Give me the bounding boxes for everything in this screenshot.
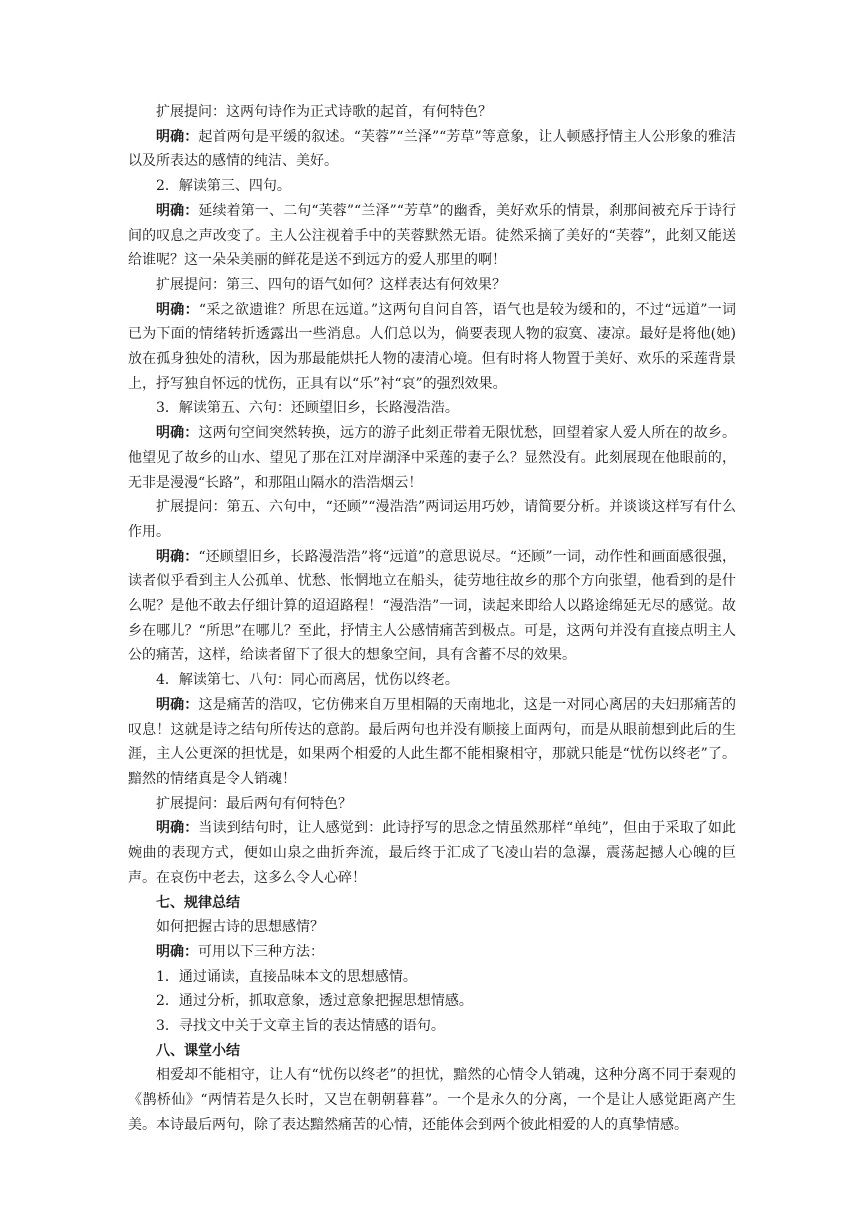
paragraph-text: 4．解读第七、八句：同心而离居，忧伤以终老。	[156, 672, 459, 689]
paragraph	[128, 965, 736, 990]
answer-paragraph	[128, 693, 736, 792]
paragraph-text: 这是痛苦的浩叹，它仿佛来自万里相隔的天南地北，这是一对同心离居的夫妇那痛苦的叹息！这就是诗之结句所传达的意韵。最后两句也并没有顺接上面两句，而是从眼前想到此后的生涯，主人公更深的担忧是，如果两个相爱的人此生都不能相聚相守，那就只能是“忧伤以终老”了。黯然的情绪真是令人销魂！	[128, 696, 737, 787]
paragraph	[128, 396, 736, 421]
paragraph-text: 七、规律总结	[156, 894, 240, 911]
paragraph-text: 1．通过诵读，直接品味本文的思想感情。	[156, 968, 417, 985]
paragraph-text: 2．解读第三、四句。	[156, 178, 291, 195]
paragraph-text: 起首两句是平缓的叙述。“芙蓉”“兰泽”“芳草”等意象，让人顿感抒情主人公形象的雅洁以及所表达的感情的纯洁、美好。	[128, 128, 736, 170]
paragraph	[128, 1014, 736, 1039]
paragraph-text: 3．寻找文中关于文章主旨的表达情感的语句。	[156, 1018, 445, 1035]
paragraph	[128, 174, 736, 199]
answer-paragraph	[128, 125, 736, 174]
answer-label: 明确：	[156, 301, 199, 318]
document-page	[128, 100, 736, 1138]
paragraph	[128, 1063, 736, 1137]
paragraph	[128, 989, 736, 1014]
answer-paragraph	[128, 298, 736, 397]
paragraph-text: 如何把握古诗的思想感情？	[156, 919, 324, 936]
paragraph-text: 扩展提问：最后两句有何特色？	[156, 795, 352, 812]
paragraph-text: “还顾望旧乡，长路漫浩浩”将“远道”的意思说尽。“还顾”一词，动作性和画面感很强，读者似乎看到主人公孤单、忧愁、怅惘地立在船头，徒劳地往故乡的那个方向张望，他看到的是什么呢？是他不敢去仔细计算的迢迢路程！“漫浩浩”一词，读起来即给人以路途绵延无尽的感觉。故乡在哪儿？“所思”在哪儿？至此，抒情主人公感情痛苦到极点。可是，这两句并没有直接点明主人公的痛苦，这样，给读者留下了很大的想象空间，具有含蓄不尽的效果。	[128, 548, 736, 664]
answer-label: 明确：	[156, 820, 199, 837]
paragraph	[128, 668, 736, 693]
section-heading	[128, 891, 736, 916]
paragraph	[128, 495, 736, 544]
paragraph-text: 当读到结句时，让人感觉到：此诗抒写的思念之情虽然那样“单纯”，但由于采取了如此婉曲的表现方式，便如山泉之曲折奔流，最后终于汇成了飞凌山岩的急瀑，震荡起撼人心魄的巨声。在哀伤中老去，这多么令人心碎！	[128, 820, 737, 886]
paragraph	[128, 273, 736, 298]
paragraph	[128, 792, 736, 817]
answer-label: 明确：	[156, 696, 199, 713]
paragraph-text: 扩展提问：第三、四句的语气如何？这样表达有何效果？	[156, 276, 506, 293]
paragraph-text: 扩展提问：这两句诗作为正式诗歌的起首，有何特色？	[156, 104, 492, 120]
paragraph-text: 这两句空间突然转换，远方的游子此刻正带着无限忧愁，回望着家人爱人所在的故乡。他望见了故乡的山水、望见了那在江对岸湖泽中采莲的妻子么？显然没有。此刻展现在他眼前的，无非是漫漫“长路”，和那阻山隔水的浩浩烟云！	[128, 425, 737, 491]
paragraph-text: 相爱却不能相守，让人有“忧伤以终老”的担忧，黯然的心情令人销魂，这种分离不同于秦观的《鹊桥仙》“两情若是久长时，又岂在朝朝暮暮”。一个是永久的分离，一个是让人感觉距离产生美。本诗最后两句，除了表达黯然痛苦的心情，还能体会到两个彼此相爱的人的真挚情感。	[128, 1067, 736, 1133]
section-heading	[128, 1039, 736, 1064]
paragraph	[128, 915, 736, 940]
answer-paragraph	[128, 816, 736, 890]
answer-label: 明确：	[156, 943, 198, 960]
answer-label: 明确：	[156, 548, 199, 565]
answer-paragraph	[128, 940, 736, 965]
paragraph	[128, 100, 736, 125]
answer-paragraph	[128, 199, 736, 273]
paragraph-text: “采之欲遗谁？所思在远道。”这两句自问自答，语气也是较为缓和的，不过“远道”一词已为下面的情绪转折透露出一些消息。人们总以为，倘要表现人物的寂寞、凄凉。最好是将他(她)放在孤身独处的清秋，因为那最能烘托人物的凄清心境。但有时将人物置于美好、欢乐的采莲背景上，抒写独自怀远的忧伤，正具有以“乐”衬“哀”的强烈效果。	[128, 301, 736, 392]
paragraph-text: 3．解读第五、六句：还顾望旧乡，长路漫浩浩。	[156, 400, 459, 417]
answer-paragraph	[128, 545, 736, 669]
paragraph-text: 扩展提问：第五、六句中，“还顾”“漫浩浩”两词运用巧妙，请简要分析。并谈谈这样写有什么作用。	[128, 499, 736, 540]
paragraph-text: 延续着第一、二句“芙蓉”“兰泽”“芳草”的幽香，美好欢乐的情景，刹那间被充斥于诗行间的叹息之声改变了。主人公注视着手中的芙蓉默然无语。徒然采摘了美好的“芙蓉”，此刻又能送给谁呢？这一朵朵美丽的鲜花是送不到远方的爱人那里的啊！	[128, 202, 736, 269]
paragraph-text: 可用以下三种方法：	[198, 943, 324, 960]
answer-label: 明确：	[156, 425, 199, 442]
answer-label: 明确：	[156, 202, 199, 219]
answer-paragraph	[128, 421, 736, 495]
answer-label: 明确：	[156, 128, 199, 145]
paragraph-text: 2．通过分析，抓取意象，透过意象把握思想情感。	[156, 993, 473, 1010]
paragraph-text: 八、课堂小结	[156, 1042, 240, 1059]
